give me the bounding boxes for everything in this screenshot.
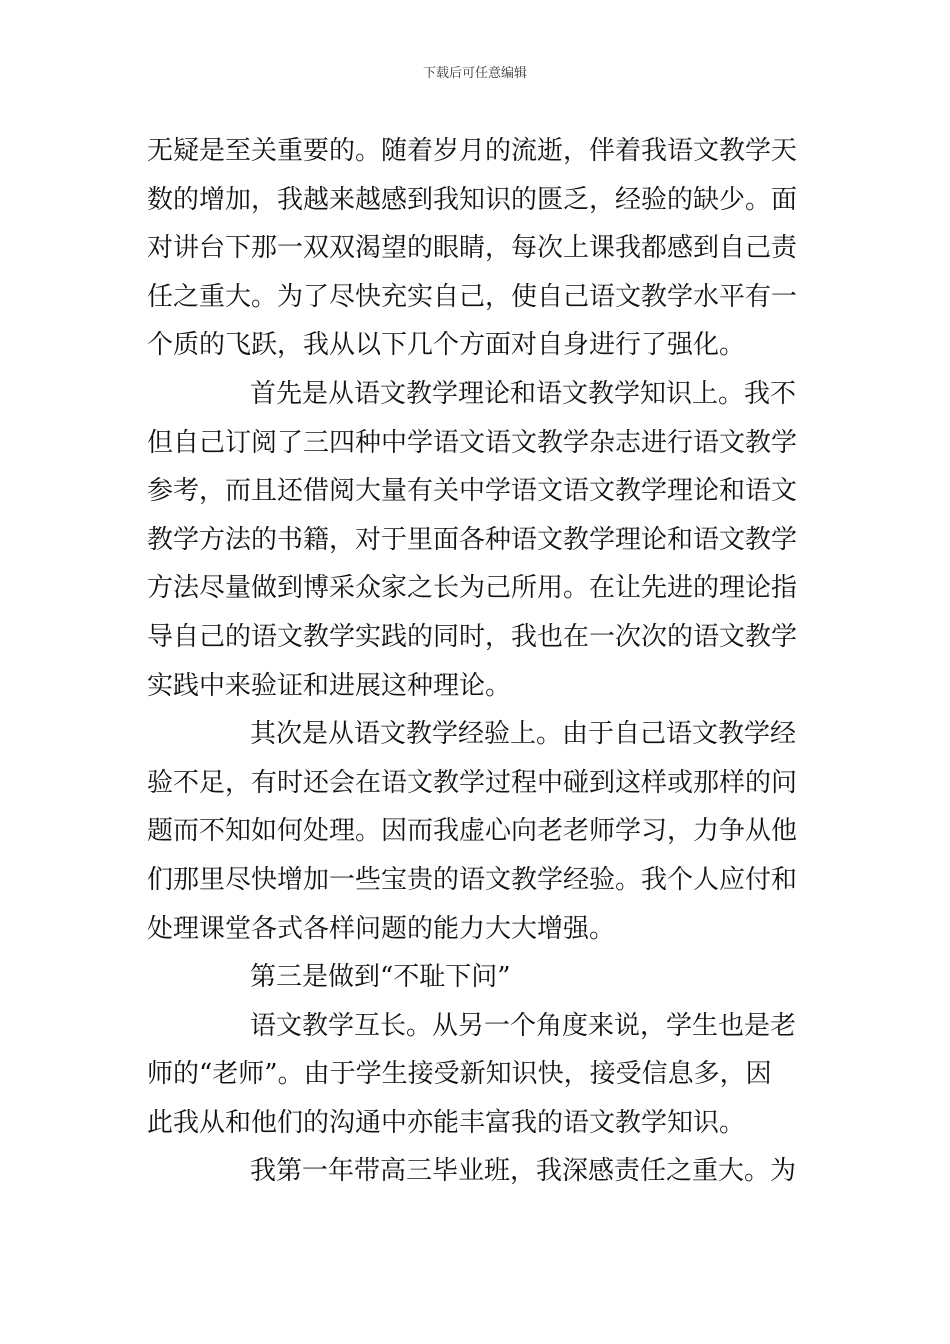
paragraph-first-line: 首先是从语文教学理论和语文教学知识上。我不 [250, 378, 797, 409]
paragraph-first-line: 我第一年带高三毕业班，我深感责任之重大。为 [250, 1156, 797, 1187]
document-body [147, 131, 817, 1200]
text-line: 师的“老师”。由于学生接受新知识快，接受信息多，因 [147, 1059, 772, 1090]
text-line: 方法尽量做到博采众家之长为己所用。在让先进的理论指 [147, 573, 798, 604]
text-line: 无疑是至关重要的。随着岁月的流逝，伴着我语文教学天 [147, 136, 798, 166]
text-line: 验不足，有时还会在语文教学过程中碰到这样或那样的问 [147, 767, 798, 798]
text-line: 参考，而且还借阅大量有关中学语文语文教学理论和语文 [147, 476, 798, 507]
text-line: 此我从和他们的沟通中亦能丰富我的语文教学知识。 [147, 1107, 746, 1138]
text-line: 任之重大。为了尽快充实自己，使自己语文教学水平有一 [147, 281, 798, 312]
text-line: 题而不知如何处理。因而我虚心向老老师学习，力争从他 [147, 816, 798, 847]
text-line: 教学方法的书籍，对于里面各种语文教学理论和语文教学 [147, 524, 798, 555]
text-line: 导自己的语文教学实践的同时，我也在一次次的语文教学 [147, 621, 798, 652]
text-line: 处理课堂各式各样问题的能力大大增强。 [147, 913, 616, 944]
paragraph-first-line: 其次是从语文教学经验上。由于自己语文教学经 [250, 719, 797, 750]
text-line: 但自己订阅了三四种中学语文语文教学杂志进行语文教学 [147, 427, 798, 458]
text-line: 们那里尽快增加一些宝贵的语文教学经验。我个人应付和 [147, 864, 798, 895]
text-line: 实践中来验证和进展这种理论。 [147, 670, 512, 701]
paragraph-first-line: 第三是做到“不耻下问” [250, 962, 511, 993]
text-line: 数的增加，我越来越感到我知识的匮乏，经验的缺少。面 [147, 184, 798, 215]
page-header: 下载后可任意编辑 [422, 66, 527, 81]
text-line: 个质的飞跃，我从以下几个方面对自身进行了强化。 [147, 330, 746, 361]
paragraph-first-line: 语文教学互长。从另一个角度来说，学生也是老 [250, 1010, 797, 1041]
text-line: 对讲台下那一双双渴望的眼睛，每次上课我都感到自己责 [147, 233, 798, 264]
